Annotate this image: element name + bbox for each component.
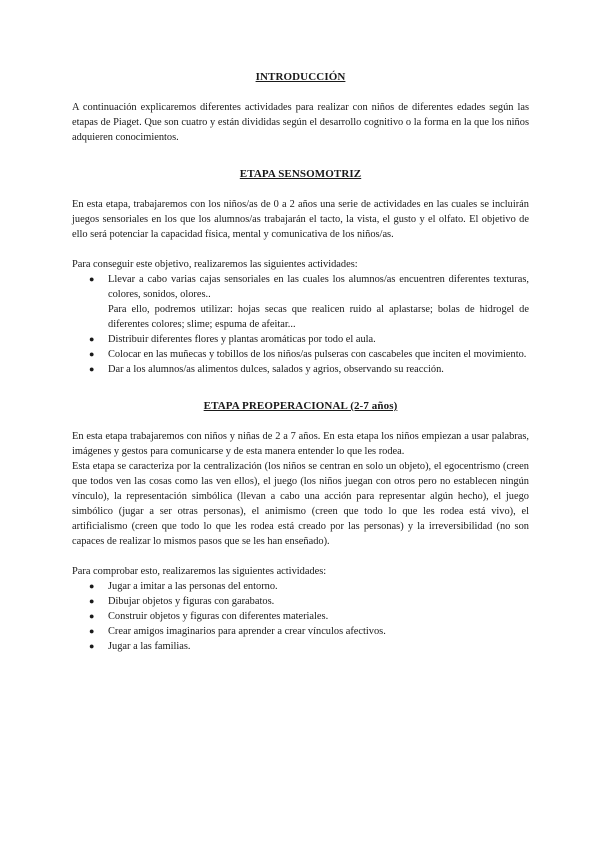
- list-item-text: Construir objetos y figuras con diferentes materiales.: [108, 611, 329, 622]
- preoperacional-activity-list: [72, 579, 529, 654]
- list-item-text: Llevar a cabo varias cajas sensoriales en las cuales los alumnos/as encuentren diferentes texturas, colores, sonidos, olores..: [108, 274, 529, 300]
- bullet-icon: ●: [89, 349, 95, 359]
- sensomotriz-activity-list: [72, 272, 529, 377]
- bullet-icon: ●: [89, 641, 95, 651]
- sensomotriz-paragraph-1: En esta etapa, trabajaremos con los niños/as de 0 a 2 años una serie de actividades en las cuales se incluirán juegos sensoriales en los que los alumnos/as trabajarán el tacto, la vista, el gusto y el olfato. El objetivo de ello será potenciar la capacidad física, mental y comunicativa de los niños/as.: [72, 199, 529, 240]
- list-item-text: Dibujar objetos y figuras con garabatos.: [108, 596, 275, 607]
- list-item: [72, 609, 529, 624]
- bullet-icon: ●: [89, 274, 95, 284]
- preoperacional-paragraph-2: Esta etapa se caracteriza por la centralización (los niños se centran en solo un objeto), el egocentrismo (creen que todos ven las cosas como las ven ellos), el juego (los niños juegan con otros pero no establecen ningún vínculo), la representación simbólica (llevan a cabo una acción para representar algún hecho), el juego simbólico (jugar a ser otras personas), el animismo (creen que todo lo que les rodea está vivo), el artificialismo (creen que todo lo que les rodea está creado por las personas) y la irreversibilidad (no son capaces de realizar lo mismos pasos que se les han enseñado).: [72, 461, 529, 547]
- bullet-icon: ●: [89, 626, 95, 636]
- list-item-text: Dar a los alumnos/as alimentos dulces, salados y agrios, observando su reacción.: [108, 364, 444, 375]
- sensomotriz-heading: ETAPA SENSOMOTRIZ: [239, 168, 362, 180]
- list-item: [72, 347, 529, 362]
- list-item-text: Distribuir diferentes flores y plantas aromáticas por todo el aula.: [108, 334, 376, 345]
- intro-heading: INTRODUCCIÓN: [255, 71, 346, 83]
- bullet-icon: ●: [89, 611, 95, 621]
- list-item: [72, 579, 529, 594]
- bullet-icon: ●: [89, 334, 95, 344]
- list-item: [72, 332, 529, 347]
- list-item: [72, 594, 529, 609]
- document-body: [72, 70, 529, 654]
- list-item-text: Colocar en las muñecas y tobillos de los niños/as pulseras con cascabeles que inciten el movimiento.: [108, 349, 527, 360]
- preoperacional-heading: ETAPA PREOPERACIONAL (2-7 años): [203, 400, 398, 412]
- preoperacional-paragraph-3: Para comprobar esto, realizaremos las siguientes actividades:: [72, 566, 327, 577]
- list-item-subtext: Para ello, podremos utilizar: hojas secas que realicen ruido al aplastarse; bolas de hidrogel de diferentes colores; slime; espuma de afeitar...: [108, 304, 529, 330]
- list-item-text: Jugar a imitar a las personas del entorno.: [108, 581, 278, 592]
- list-item: [72, 639, 529, 654]
- preoperacional-paragraph-1: En esta etapa trabajaremos con niños y niñas de 2 a 7 años. En esta etapa los niños empiezan a usar palabras, imágenes y gestos para comunicarse y de esta manera entender lo que les rodea.: [72, 431, 529, 457]
- list-item: [72, 272, 529, 332]
- bullet-icon: ●: [89, 581, 95, 591]
- list-item-text: Crear amigos imaginarios para aprender a crear vínculos afectivos.: [108, 626, 386, 637]
- sensomotriz-paragraph-2: Para conseguir este objetivo, realizaremos las siguientes actividades:: [72, 259, 358, 270]
- intro-paragraph: A continuación explicaremos diferentes actividades para realizar con niños de diferentes edades según las etapas de Piaget. Que son cuatro y están divididas según el desarrollo cognitivo o la forma en la que los niños adquieren conocimientos.: [72, 102, 529, 143]
- list-item: [72, 624, 529, 639]
- bullet-icon: ●: [89, 596, 95, 606]
- bullet-icon: ●: [89, 364, 95, 374]
- list-item-text: Jugar a las familias.: [108, 641, 191, 652]
- list-item: [72, 362, 529, 377]
